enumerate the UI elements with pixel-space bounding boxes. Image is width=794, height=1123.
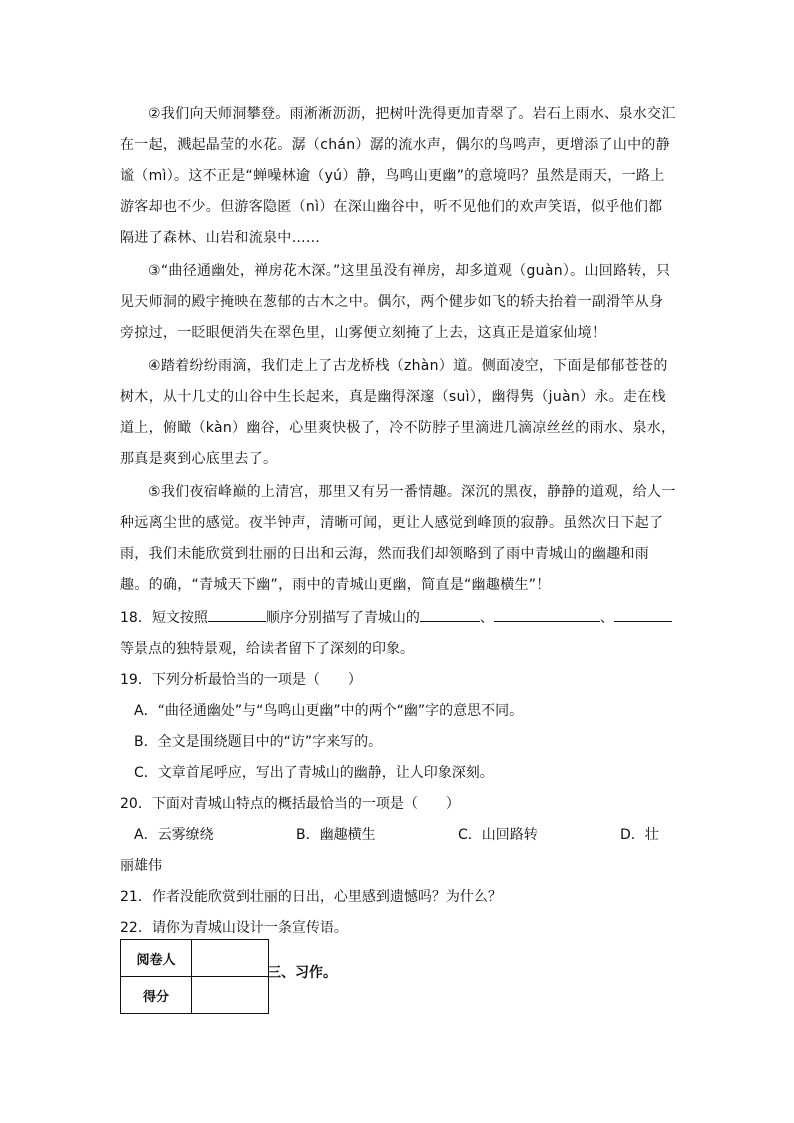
- q18-text-2: 顺序分别描写了青城山的: [265, 610, 420, 626]
- q19-option-c[interactable]: C．文章首尾呼应，写出了青城山的幽静，让人印象深刻。: [134, 765, 494, 781]
- q18-blank-1[interactable]: [420, 607, 480, 622]
- q18-blank-3[interactable]: [614, 607, 672, 622]
- paragraph-2: ②我们向天师洞攀登。雨淅淅沥沥，把树叶洗得更加青翠了。岩石上雨水、泉水交汇在一起，溅起晶莹的水花。潺（chán）潺的流水声，偶尔的鸟鸣声，更增添了山中的静谧（mì）。这不正是“蝉噪林逾（yú）静，鸟鸣山更幽”的意境吗？虽然是雨天，一路上游客却也不少。但游客隐匿（nì）在深山幽谷中，听不见他们的欢声笑语，似乎他们都隔进了森林、山岩和流泉中……: [120, 106, 676, 246]
- q18-blank-order[interactable]: [208, 607, 266, 622]
- q18-text-3: 等景点的独特景观，给读者留下了深刻的印象。: [120, 641, 414, 657]
- reviewer-label: 阅卷人: [121, 940, 192, 977]
- q20-option-d-wrap: 丽雄伟: [120, 858, 162, 874]
- q20-stem: 20．下面对青城山特点的概括最恰当的一项是（ ）: [120, 796, 460, 812]
- score-table: [120, 939, 269, 1014]
- paragraph-3: ③“曲径通幽处，禅房花木深。”这里虽没有禅房，却多道观（guàn）。山回路转，只见天师洞的殿宇掩映在葱郁的古木之中。偶尔，两个健步如飞的轿夫抬着一副滑竿从身旁掠过，一眨眼便消失在翠色里，山雾便立刻掩了上去，这真正是道家仙境！: [120, 263, 671, 341]
- question-18: [120, 603, 676, 665]
- question-20: [120, 789, 676, 882]
- reviewer-cell[interactable]: [192, 940, 269, 977]
- q19-option-a[interactable]: A．“曲径通幽处”与“鸟鸣山更幽”中的两个“幽”字的意思不同。: [134, 703, 524, 719]
- reading-content: [120, 99, 676, 944]
- q20-option-a[interactable]: A．云雾缭绕: [134, 827, 214, 843]
- q18-sep-1: 、: [479, 610, 494, 626]
- q18-blank-2[interactable]: [494, 607, 600, 622]
- q19-stem: 19．下列分析最恰当的一项是（ ）: [120, 672, 362, 688]
- paragraph-5: ⑤我们夜宿峰巅的上清宫，那里又有另一番情趣。深沉的黑夜，静静的道观，给人一种远离尘世的感觉。夜半钟声，清晰可闻，更让人感觉到峰顶的寂静。虽然次日下起了雨，我们未能欣赏到壮丽的日出和云海，然而我们却领略到了雨中青城山的幽趣和雨趣。的确，“青城天下幽”，雨中的青城山更幽，简直是“幽趣横生”！: [120, 484, 676, 593]
- score-label: 得分: [121, 977, 192, 1014]
- question-19: [120, 665, 676, 789]
- q18-sep-2: 、: [599, 610, 614, 626]
- paragraph-4: ④踏着纷纷雨滴，我们走上了古龙桥栈（zhàn）道。侧面凌空，下面是郁郁苍苍的树木，从十几丈的山谷中生长起来，真是幽得深邃（suì），幽得隽（juàn）永。走在栈道上，俯瞰（kàn）幽谷，心里爽快极了，冷不防脖子里滴进几滴凉丝丝的雨水、泉水，那真是爽到心底里去了。: [120, 358, 676, 467]
- section-title: 三、习作。: [267, 965, 337, 981]
- score-cell[interactable]: [192, 977, 269, 1014]
- question-21: 21．作者没能欣赏到壮丽的日出，心里感到遗憾吗？为什么？: [120, 889, 502, 905]
- q18-text-1: 18．短文按照: [120, 610, 208, 626]
- q20-option-c[interactable]: C．山回路转: [458, 827, 538, 843]
- q20-options: [120, 820, 676, 851]
- question-22: 22．请你为青城山设计一条宣传语。: [120, 920, 348, 936]
- q20-option-b[interactable]: B．幽趣横生: [296, 827, 376, 843]
- q20-option-d[interactable]: D．壮: [620, 827, 659, 843]
- q19-option-b[interactable]: B．全文是围绕题目中的“访”字来写的。: [134, 734, 383, 750]
